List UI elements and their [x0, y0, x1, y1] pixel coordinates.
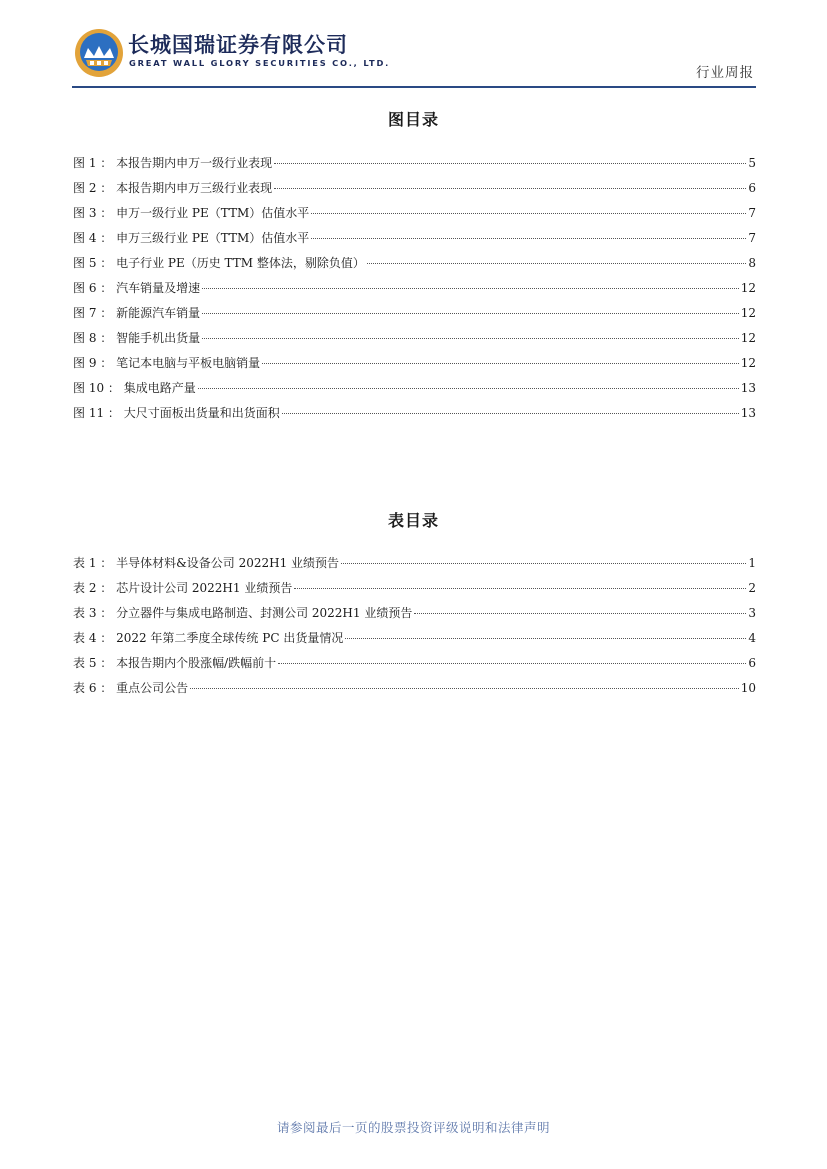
toc-entry-page: 6 [748, 656, 756, 670]
toc-leader-dots [311, 238, 746, 239]
toc-entry[interactable] [73, 351, 756, 376]
toc-leader-dots [345, 638, 746, 639]
toc-entry-label: 表 5 ： 本报告期内个股涨幅/跌幅前十 [73, 656, 277, 670]
toc-entry-label: 表 3 ： 分立器件与集成电路制造、封测公司 2022H1 业绩预告 [73, 606, 413, 620]
toc-entry[interactable] [73, 226, 756, 251]
toc-leader-dots [278, 663, 746, 664]
toc-entry-page: 12 [740, 356, 756, 370]
toc-leader-dots [262, 363, 739, 364]
toc-leader-dots [198, 388, 739, 389]
toc-entry-page: 10 [740, 681, 756, 695]
toc-leader-dots [282, 413, 739, 414]
toc-entry-label: 图 1 ： 本报告期内申万一级行业表现 [73, 156, 273, 170]
company-name-en: GREAT WALL GLORY SECURITIES CO., LTD. [129, 58, 391, 68]
toc-entry-page: 3 [748, 606, 756, 620]
toc-entry-page: 7 [748, 231, 756, 245]
toc-entry-label: 表 1 ： 半导体材料&设备公司 2022H1 业绩预告 [73, 556, 340, 570]
toc-entry-page: 12 [740, 306, 756, 320]
page-header [72, 26, 756, 88]
toc-entry-label: 图 11 ： 大尺寸面板出货量和出货面积 [73, 406, 280, 420]
figure-list [73, 151, 756, 426]
toc-entry-page: 6 [748, 181, 756, 195]
toc-entry-page: 7 [748, 206, 756, 220]
toc-entry-label: 图 10 ： 集成电路产量 [73, 381, 196, 395]
toc-leader-dots [414, 613, 746, 614]
table-list [73, 551, 756, 701]
toc-entry-label: 图 7 ： 新能源汽车销量 [73, 306, 201, 320]
toc-entry-page: 12 [740, 331, 756, 345]
toc-entry[interactable] [73, 401, 756, 426]
toc-leader-dots [202, 338, 739, 339]
toc-leader-dots [202, 313, 739, 314]
toc-leader-dots [341, 563, 746, 564]
toc-entry-label: 表 4 ： 2022 年第二季度全球传统 PC 出货量情况 [73, 631, 344, 645]
toc-entry[interactable] [73, 601, 756, 626]
toc-entry-page: 13 [740, 381, 756, 395]
toc-entry-page: 12 [740, 281, 756, 295]
figure-list-title: 图目录 [387, 110, 439, 129]
toc-entry[interactable] [73, 551, 756, 576]
toc-leader-dots [274, 163, 746, 164]
report-type-label: 行业周报 [696, 65, 754, 81]
toc-entry-label: 图 8 ： 智能手机出货量 [73, 331, 201, 345]
footer-disclaimer: 请参阅最后一页的股票投资评级说明和法律声明 [276, 1120, 550, 1135]
toc-entry[interactable] [73, 626, 756, 651]
toc-entry[interactable] [73, 301, 756, 326]
toc-entry-label: 图 4 ： 申万三级行业 PE（TTM）估值水平 [73, 231, 310, 245]
toc-leader-dots [202, 288, 739, 289]
toc-entry-page: 13 [740, 406, 756, 420]
toc-leader-dots [311, 213, 746, 214]
toc-entry-page: 5 [748, 156, 756, 170]
toc-leader-dots [190, 688, 739, 689]
toc-entry-label: 表 2 ： 芯片设计公司 2022H1 业绩预告 [73, 581, 293, 595]
toc-entry-label: 表 6 ： 重点公司公告 [73, 681, 189, 695]
toc-entry-label: 图 5 ： 电子行业 PE（历史 TTM 整体法，剔除负值） [73, 256, 365, 270]
toc-entry[interactable] [73, 651, 756, 676]
company-logo [74, 28, 124, 78]
toc-entry-label: 图 9 ： 笔记本电脑与平板电脑销量 [73, 356, 261, 370]
toc-leader-dots [294, 588, 746, 589]
toc-leader-dots [274, 188, 746, 189]
toc-entry-page: 1 [748, 556, 756, 570]
toc-entry-page: 2 [748, 581, 756, 595]
toc-leader-dots [367, 263, 746, 264]
toc-entry-page: 4 [748, 631, 756, 645]
toc-entry[interactable] [73, 376, 756, 401]
header-divider [72, 86, 756, 88]
toc-entry[interactable] [73, 576, 756, 601]
toc-entry-label: 图 6 ： 汽车销量及增速 [73, 281, 201, 295]
toc-entry-page: 8 [748, 256, 756, 270]
company-name-cn: 长城国瑞证券有限公司 [128, 33, 348, 57]
toc-entry[interactable] [73, 251, 756, 276]
toc-entry[interactable] [73, 176, 756, 201]
toc-entry-label: 图 3 ： 申万一级行业 PE（TTM）估值水平 [73, 206, 310, 220]
toc-entry-label: 图 2 ： 本报告期内申万三级行业表现 [73, 181, 273, 195]
toc-entry[interactable] [73, 276, 756, 301]
toc-entry[interactable] [73, 151, 756, 176]
toc-entry[interactable] [73, 326, 756, 351]
table-list-title: 表目录 [387, 511, 439, 530]
toc-entry[interactable] [73, 676, 756, 701]
toc-entry[interactable] [73, 201, 756, 226]
